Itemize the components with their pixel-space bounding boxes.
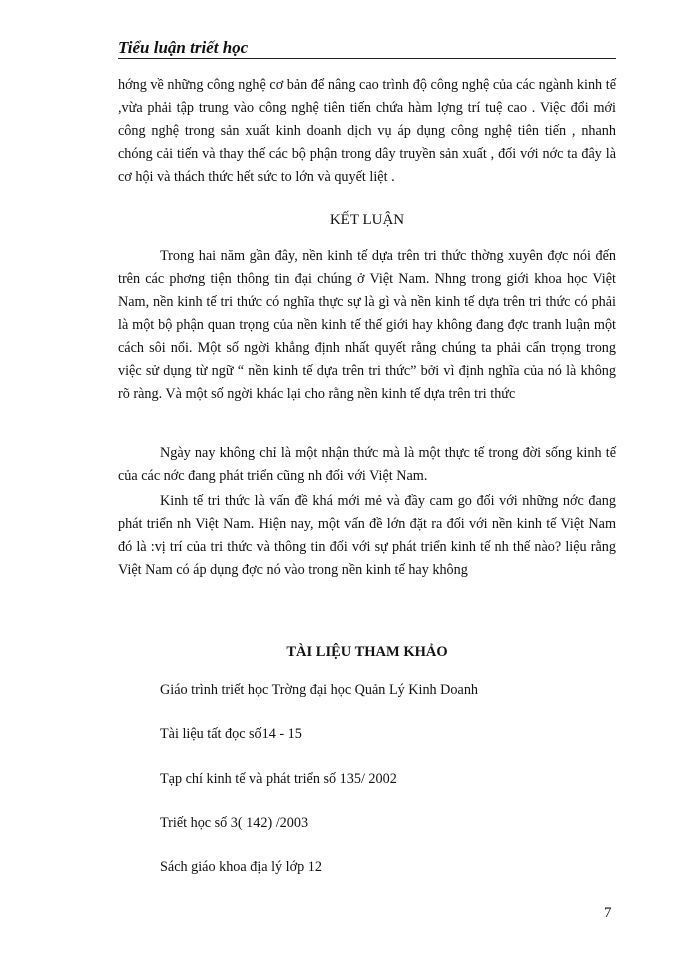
header-rule: [118, 58, 616, 59]
reference-item: Tạp chí kinh tế và phát triển số 135/ 2002: [160, 771, 397, 787]
conclusion-paragraph-2: Ngày nay không chỉ là một nhận thức mà là một thực tế trong đời sống kinh tế của các nớc đang phát triển cũng nh đối với Việt Nam.: [118, 445, 616, 484]
reference-item: Sách giáo khoa địa lý lớp 12: [160, 859, 322, 875]
page-number: 7: [604, 905, 612, 921]
reference-item: Triết học số 3( 142) /2003: [160, 815, 309, 831]
references-heading: TÀI LIỆU THAM KHẢO: [286, 644, 448, 660]
conclusion-paragraph-1: Trong hai năm gần đây, nền kinh tế dựa trên tri thức thờng xuyên đợc nói đến trên các phơng tiện thông tin đại chúng ở Việt Nam. Nhng trong giới khoa học Việt Nam, nền kinh tế tri thức có nghĩa thực sự là gì và nền kinh tế dựa trên tri thức có phải là một bộ phận quan trọng của nền kinh tế thế giới hay không đang đợc tranh luận một cách sôi nổi. Một số ngời khẳng định nhất quyết rằng chúng ta phải cẩn trọng trong việc sử dụng từ ngữ “ nền kinh tế dựa trên tri thức” bởi vì định nghĩa của nó là không rõ ràng. Và một số ngời khác lại cho rằng nền kinh tế dựa trên tri thức: [118, 248, 616, 402]
reference-item: Giáo trình triết học Trờng đại học Quản Lý Kinh Doanh: [160, 682, 479, 698]
running-header-title: Tiểu luận triết học: [118, 38, 249, 57]
intro-paragraph: hớng về những công nghệ cơ bản để nâng cao trình độ công nghệ của các ngành kinh tế ,vừa phải tập trung vào công nghệ tiên tiến chứa hàm lợng trí tuệ cao . Việc đổi mới công nghệ trong sản xuất kinh doanh dịch vụ áp dụng công nghệ tiên tiến , nhanh chóng cải tiến và thay thế các bộ phận trong dây truyền sản xuất , đối với nớc ta đây là cơ hội và thách thức hết sức to lớn và quyết liệt .: [118, 77, 616, 185]
conclusion-heading: KẾT LUẬN: [329, 212, 405, 228]
conclusion-paragraph-3: Kinh tế tri thức là vấn đề khá mới mẻ và đầy cam go đối với những nớc đang phát triển nh Việt Nam. Hiện nay, một vấn đề lớn đặt ra đối với nền kinh tế Việt Nam đó là :vị trí của tri thức và thông tin đối với sự phát triển kinh tế nh thế nào? liệu rằng Việt Nam có áp dụng đợc nó vào trong nền kinh tế hay không: [118, 493, 616, 578]
reference-item: Tài liệu tất đọc số14 - 15: [160, 726, 302, 742]
